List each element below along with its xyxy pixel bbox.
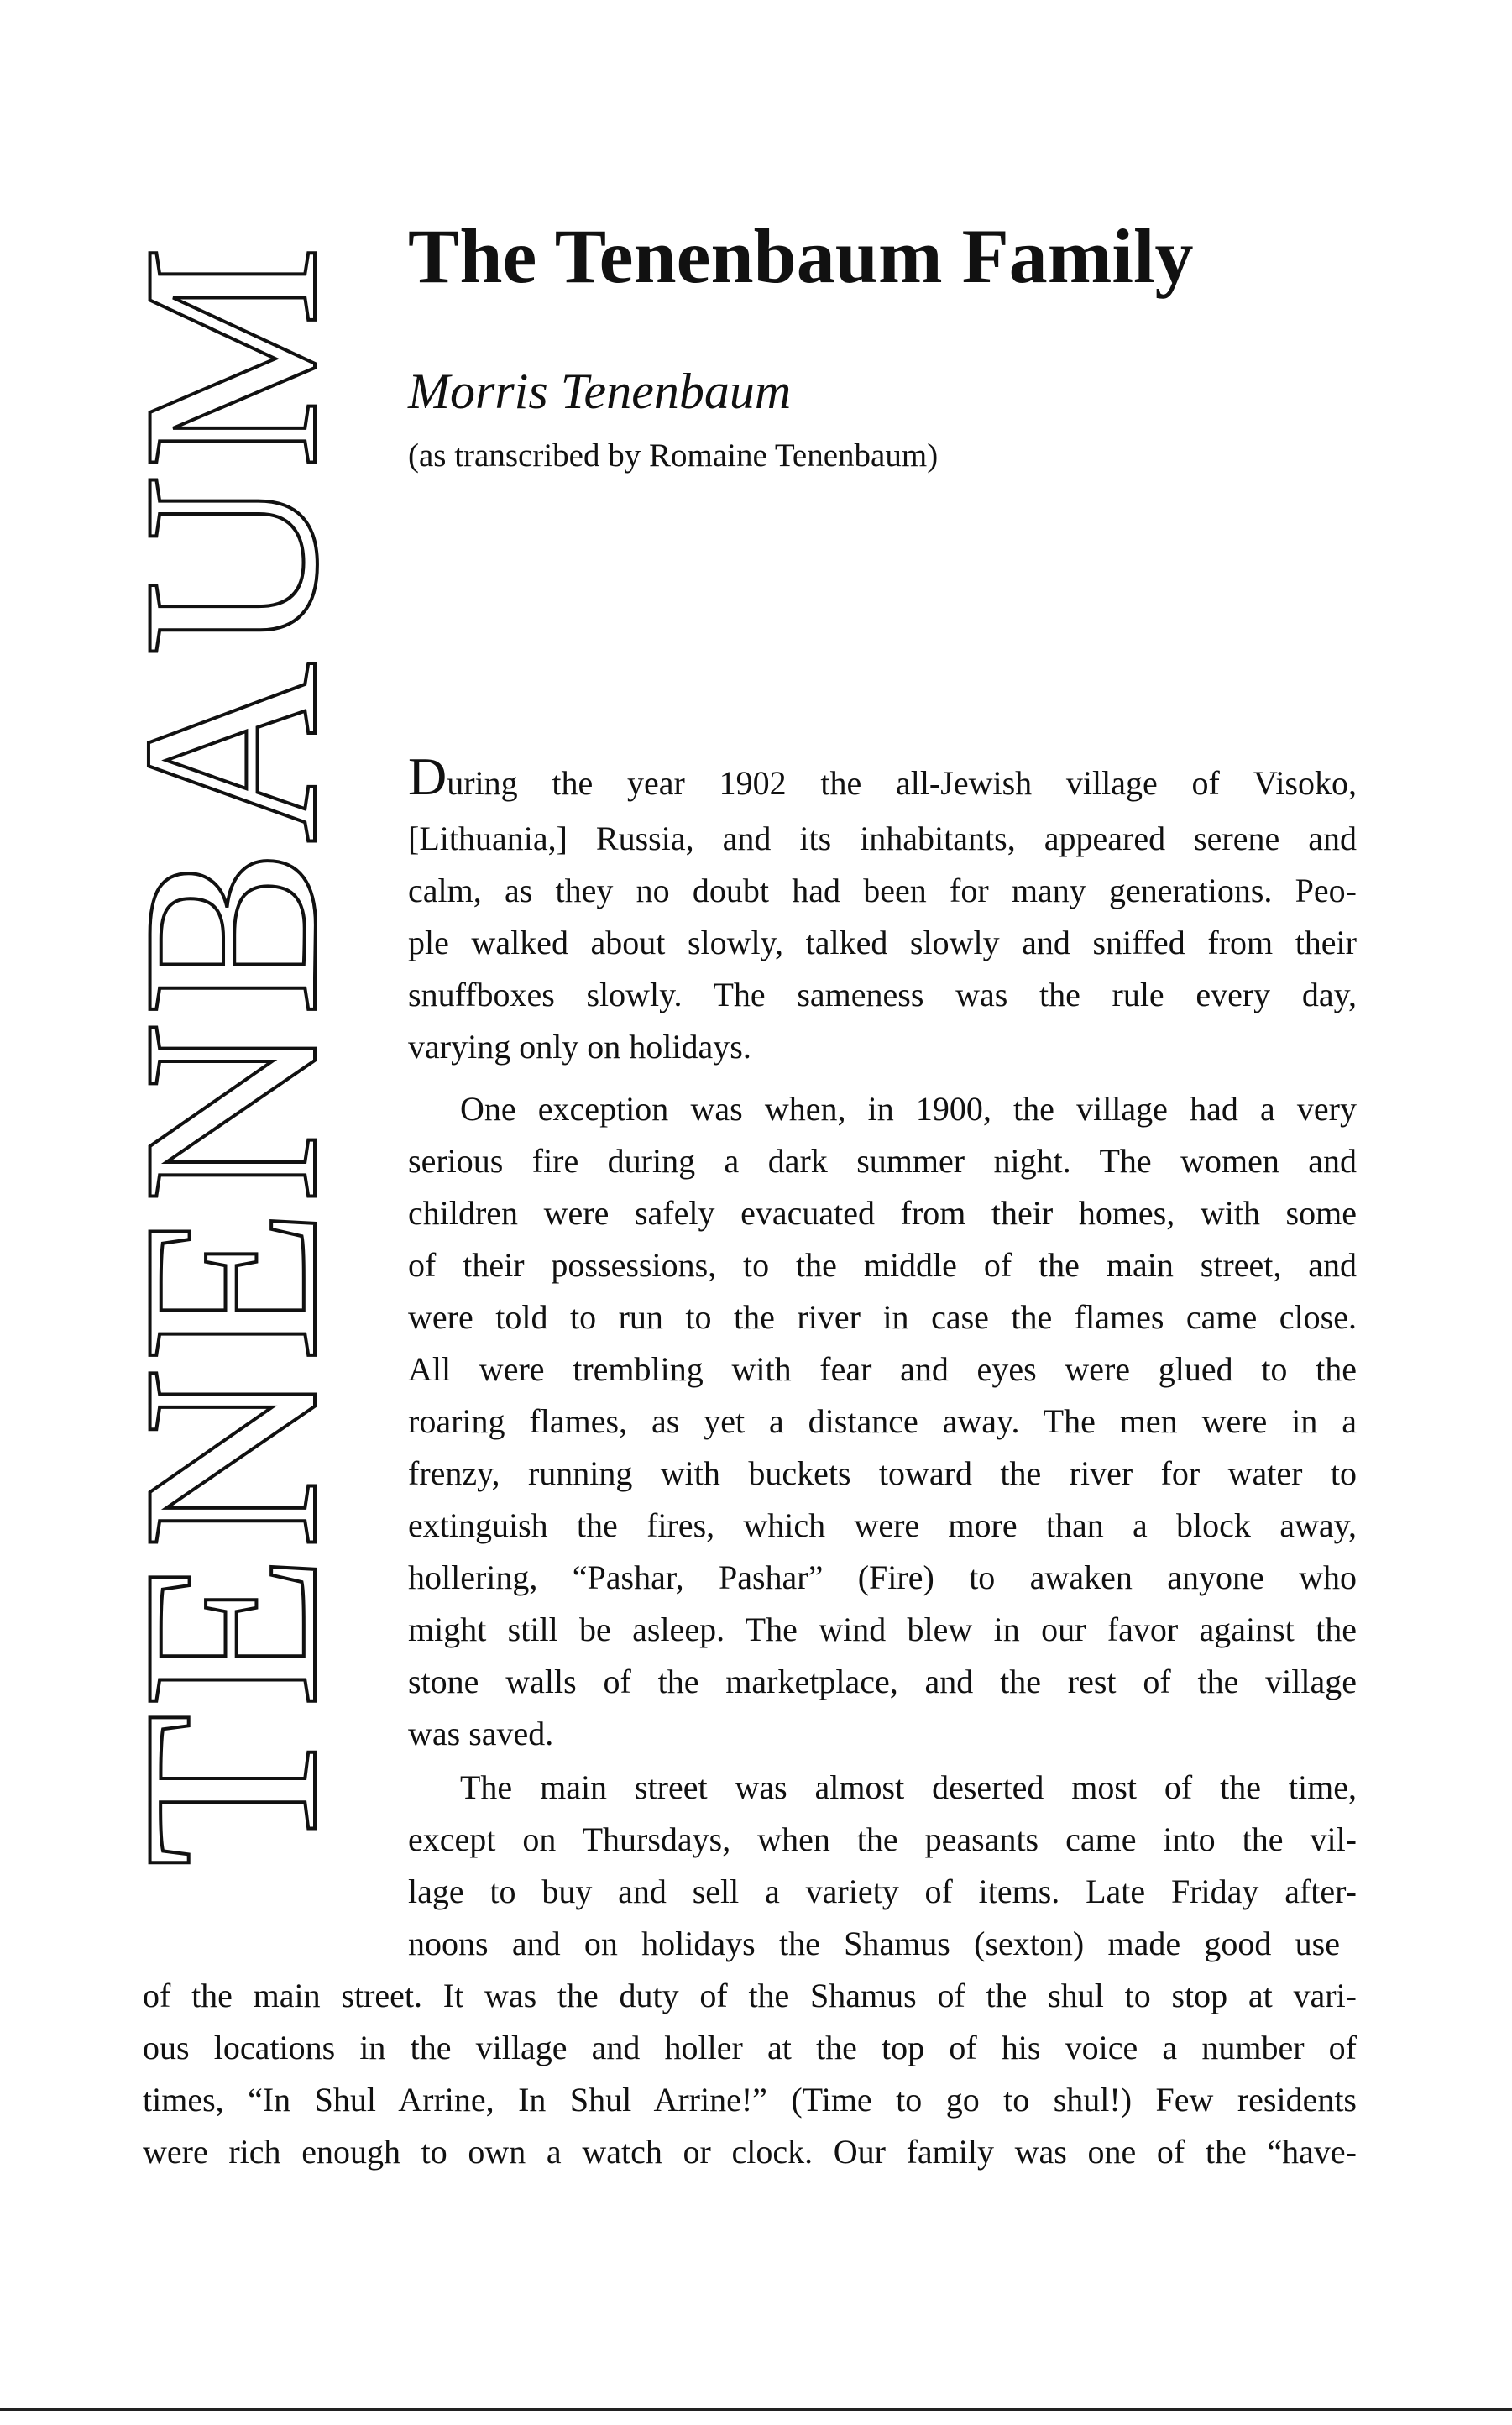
body-line: might still be asleep. The wind blew in our favor against the (408, 1611, 1357, 1648)
body-line: of the main street. It was the duty of the Shamus of the shul to stop at vari- (143, 1977, 1357, 2014)
body-line: noons and on holidays the Shamus (sexton) made good use (408, 1925, 1340, 1962)
body-line: The main street was almost deserted most of the time, (460, 1768, 1357, 1806)
body-line: calm, as they no doubt had been for many generations. Peo- (408, 872, 1357, 909)
body-line: roaring flames, as yet a distance away. The men were in a (408, 1402, 1357, 1440)
body-line: frenzy, running with buckets toward the river for water to (408, 1454, 1357, 1492)
vertical-surname-banner: TENENBAUM (91, 240, 369, 1867)
body-line: times, “In Shul Arrine, In Shul Arrine!” (Time to go to shul!) Few residents (143, 2081, 1357, 2119)
body-line: lage to buy and sell a variety of items. Late Friday after- (408, 1872, 1357, 1910)
body-line: All were trembling with fear and eyes were glued to the (408, 1350, 1357, 1388)
body-line: [Lithuania,] Russia, and its inhabitants, appeared serene and (408, 820, 1357, 857)
scan-edge-rule (0, 2408, 1512, 2411)
drop-cap: D (408, 746, 447, 806)
body-line: ple walked about slowly, talked slowly and sniffed from their (408, 924, 1357, 961)
body-line: was saved. (408, 1715, 554, 1752)
body-line: snuffboxes slowly. The sameness was the rule every day, (408, 976, 1357, 1013)
chapter-title: The Tenenbaum Family (408, 213, 1194, 299)
body-line: varying only on holidays. (408, 1028, 751, 1066)
body-line: ous locations in the village and holler at the top of his voice a number of (143, 2029, 1357, 2066)
body-line: were rich enough to own a watch or clock. Our family was one of the “have- (143, 2133, 1357, 2171)
body-line: hollering, “Pashar, Pashar” (Fire) to awaken anyone who (408, 1558, 1357, 1596)
body-line: One exception was when, in 1900, the village had a very (460, 1090, 1357, 1128)
transcriber-credit: (as transcribed by Romaine Tenenbaum) (408, 437, 939, 474)
body-line: were told to run to the river in case the flames came close. (408, 1298, 1357, 1336)
author-name: Morris Tenenbaum (408, 364, 792, 419)
body-line: extinguish the fires, which were more than a block away, (408, 1506, 1357, 1544)
body-line: of their possessions, to the middle of the main street, and (408, 1246, 1357, 1284)
body-line: except on Thursdays, when the peasants came into the vil- (408, 1820, 1357, 1858)
body-line: stone walls of the marketplace, and the rest of the village (408, 1663, 1357, 1700)
body-line: During the year 1902 the all-Jewish village of Visoko, (408, 746, 1357, 806)
body-line: serious fire during a dark summer night. The women and (408, 1142, 1357, 1180)
body-line: children were safely evacuated from their homes, with some (408, 1194, 1357, 1232)
